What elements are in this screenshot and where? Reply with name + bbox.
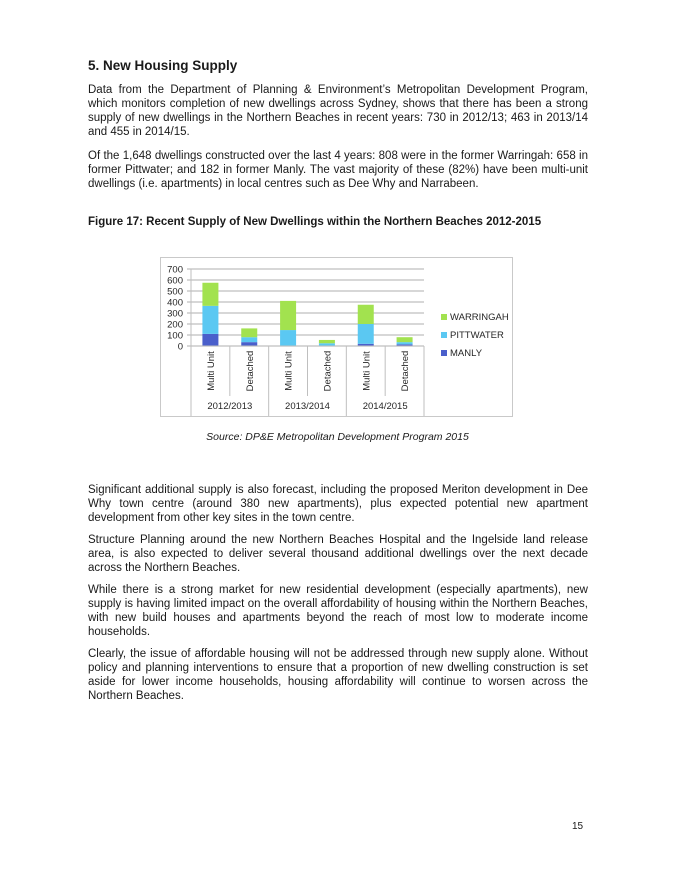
x-category-label: Detached — [400, 350, 412, 392]
paragraph-structure-planning: Structure Planning around the new Northern Beaches Hospital and the Ingelside land release area, is also expected to deliver several thousand additional dwellings over the next decade across the Northern Beaches. — [88, 534, 588, 574]
x-group-label: 2012/2013 — [207, 401, 253, 412]
legend-swatch-warringah — [441, 314, 447, 320]
y-tick-label: 200 — [167, 319, 183, 331]
chart-frame — [160, 257, 513, 417]
bar-segment-warringah — [358, 305, 374, 324]
paragraph-affordable-housing: Clearly, the issue of affordable housing will not be addressed through new supply alone. Without policy and planning interventions to ensure that a proportion of new dwelling construction is set aside for lower income households, housing affordability will continue to worsen across the Northern Beaches. — [88, 648, 588, 702]
bar-segment-pittwater — [280, 330, 296, 346]
x-category-label: Multi Unit — [361, 351, 373, 391]
bars — [202, 283, 412, 346]
stacked-bar-chart — [161, 258, 514, 418]
page-number: 15 — [572, 821, 584, 832]
legend — [441, 312, 509, 359]
x-axis — [191, 346, 424, 416]
bar-segment-pittwater — [397, 342, 413, 344]
bar-segment-manly — [241, 342, 257, 346]
paragraph-forecast-supply: Significant additional supply is also forecast, including the proposed Meriton development in Dee Why town centre (around 380 new apartments), plus expected potential new apartment development from other key sites in the town centre. — [88, 484, 588, 524]
gridlines — [187, 269, 424, 346]
y-tick-label: 600 — [167, 275, 183, 287]
legend-label-pittwater: PITTWATER — [450, 330, 504, 341]
y-tick-label: 500 — [167, 286, 183, 298]
bar-segment-pittwater — [202, 306, 218, 334]
paragraph-mdp-data: Data from the Department of Planning & Environment’s Metropolitan Development Program, which monitors completion of new dwellings across Sydney, shows that there has been a strong supply of new dwellings in the Northern Beaches in recent years: 730 in 2012/13; 463 in 2013/14 and 455 in 2014/15. — [88, 84, 588, 138]
paragraph-dwellings-breakdown: Of the 1,648 dwellings constructed over the last 4 years: 808 were in the former Warringah: 658 in former Pittwater; and 182 in former Manly. The vast majority of these (82%) have been multi-unit dwellings (i.e. apartments) in local centres such as Dee Why and Narrabeen. — [88, 150, 588, 190]
bar-segment-pittwater — [241, 337, 257, 342]
x-category-label: Multi Unit — [283, 351, 295, 391]
bar-segment-warringah — [397, 337, 413, 342]
legend-swatch-manly — [441, 350, 447, 356]
bar-segment-pittwater — [358, 324, 374, 344]
x-category-label: Detached — [244, 350, 256, 392]
bar-segment-warringah — [319, 340, 335, 343]
section-heading: 5. New Housing Supply — [88, 58, 238, 73]
y-tick-label: 700 — [167, 264, 183, 276]
figure-title: Figure 17: Recent Supply of New Dwellings within the Northern Beaches 2012-2015 — [88, 216, 542, 228]
bar-segment-manly — [202, 334, 218, 346]
bar-segment-warringah — [202, 283, 218, 306]
figure-source: Source: DP&E Metropolitan Development Program 2015 — [206, 431, 469, 443]
y-axis-ticks — [167, 265, 183, 353]
bar-segment-warringah — [280, 301, 296, 330]
paragraph-market-affordability: While there is a strong market for new residential development (especially apartments), new supply is having limited impact on the overall affordability of housing within the Northern Beaches, with new build houses and apartments beyond the reach of most low to moderate income households. — [88, 584, 588, 638]
x-group-label: 2014/2015 — [362, 401, 408, 412]
x-category-label: Detached — [322, 350, 334, 392]
legend-label-warringah: WARRINGAH — [450, 312, 509, 323]
legend-label-manly: MANLY — [450, 348, 483, 359]
bar-segment-pittwater — [319, 343, 335, 345]
bar-segment-warringah — [241, 328, 257, 337]
legend-swatch-pittwater — [441, 332, 447, 338]
x-category-label: Multi Unit — [205, 351, 217, 391]
y-tick-label: 300 — [167, 308, 183, 320]
x-group-label: 2013/2014 — [285, 401, 330, 412]
y-tick-label: 400 — [167, 297, 183, 309]
y-tick-label: 100 — [167, 330, 183, 342]
y-tick-label: 0 — [177, 341, 183, 353]
